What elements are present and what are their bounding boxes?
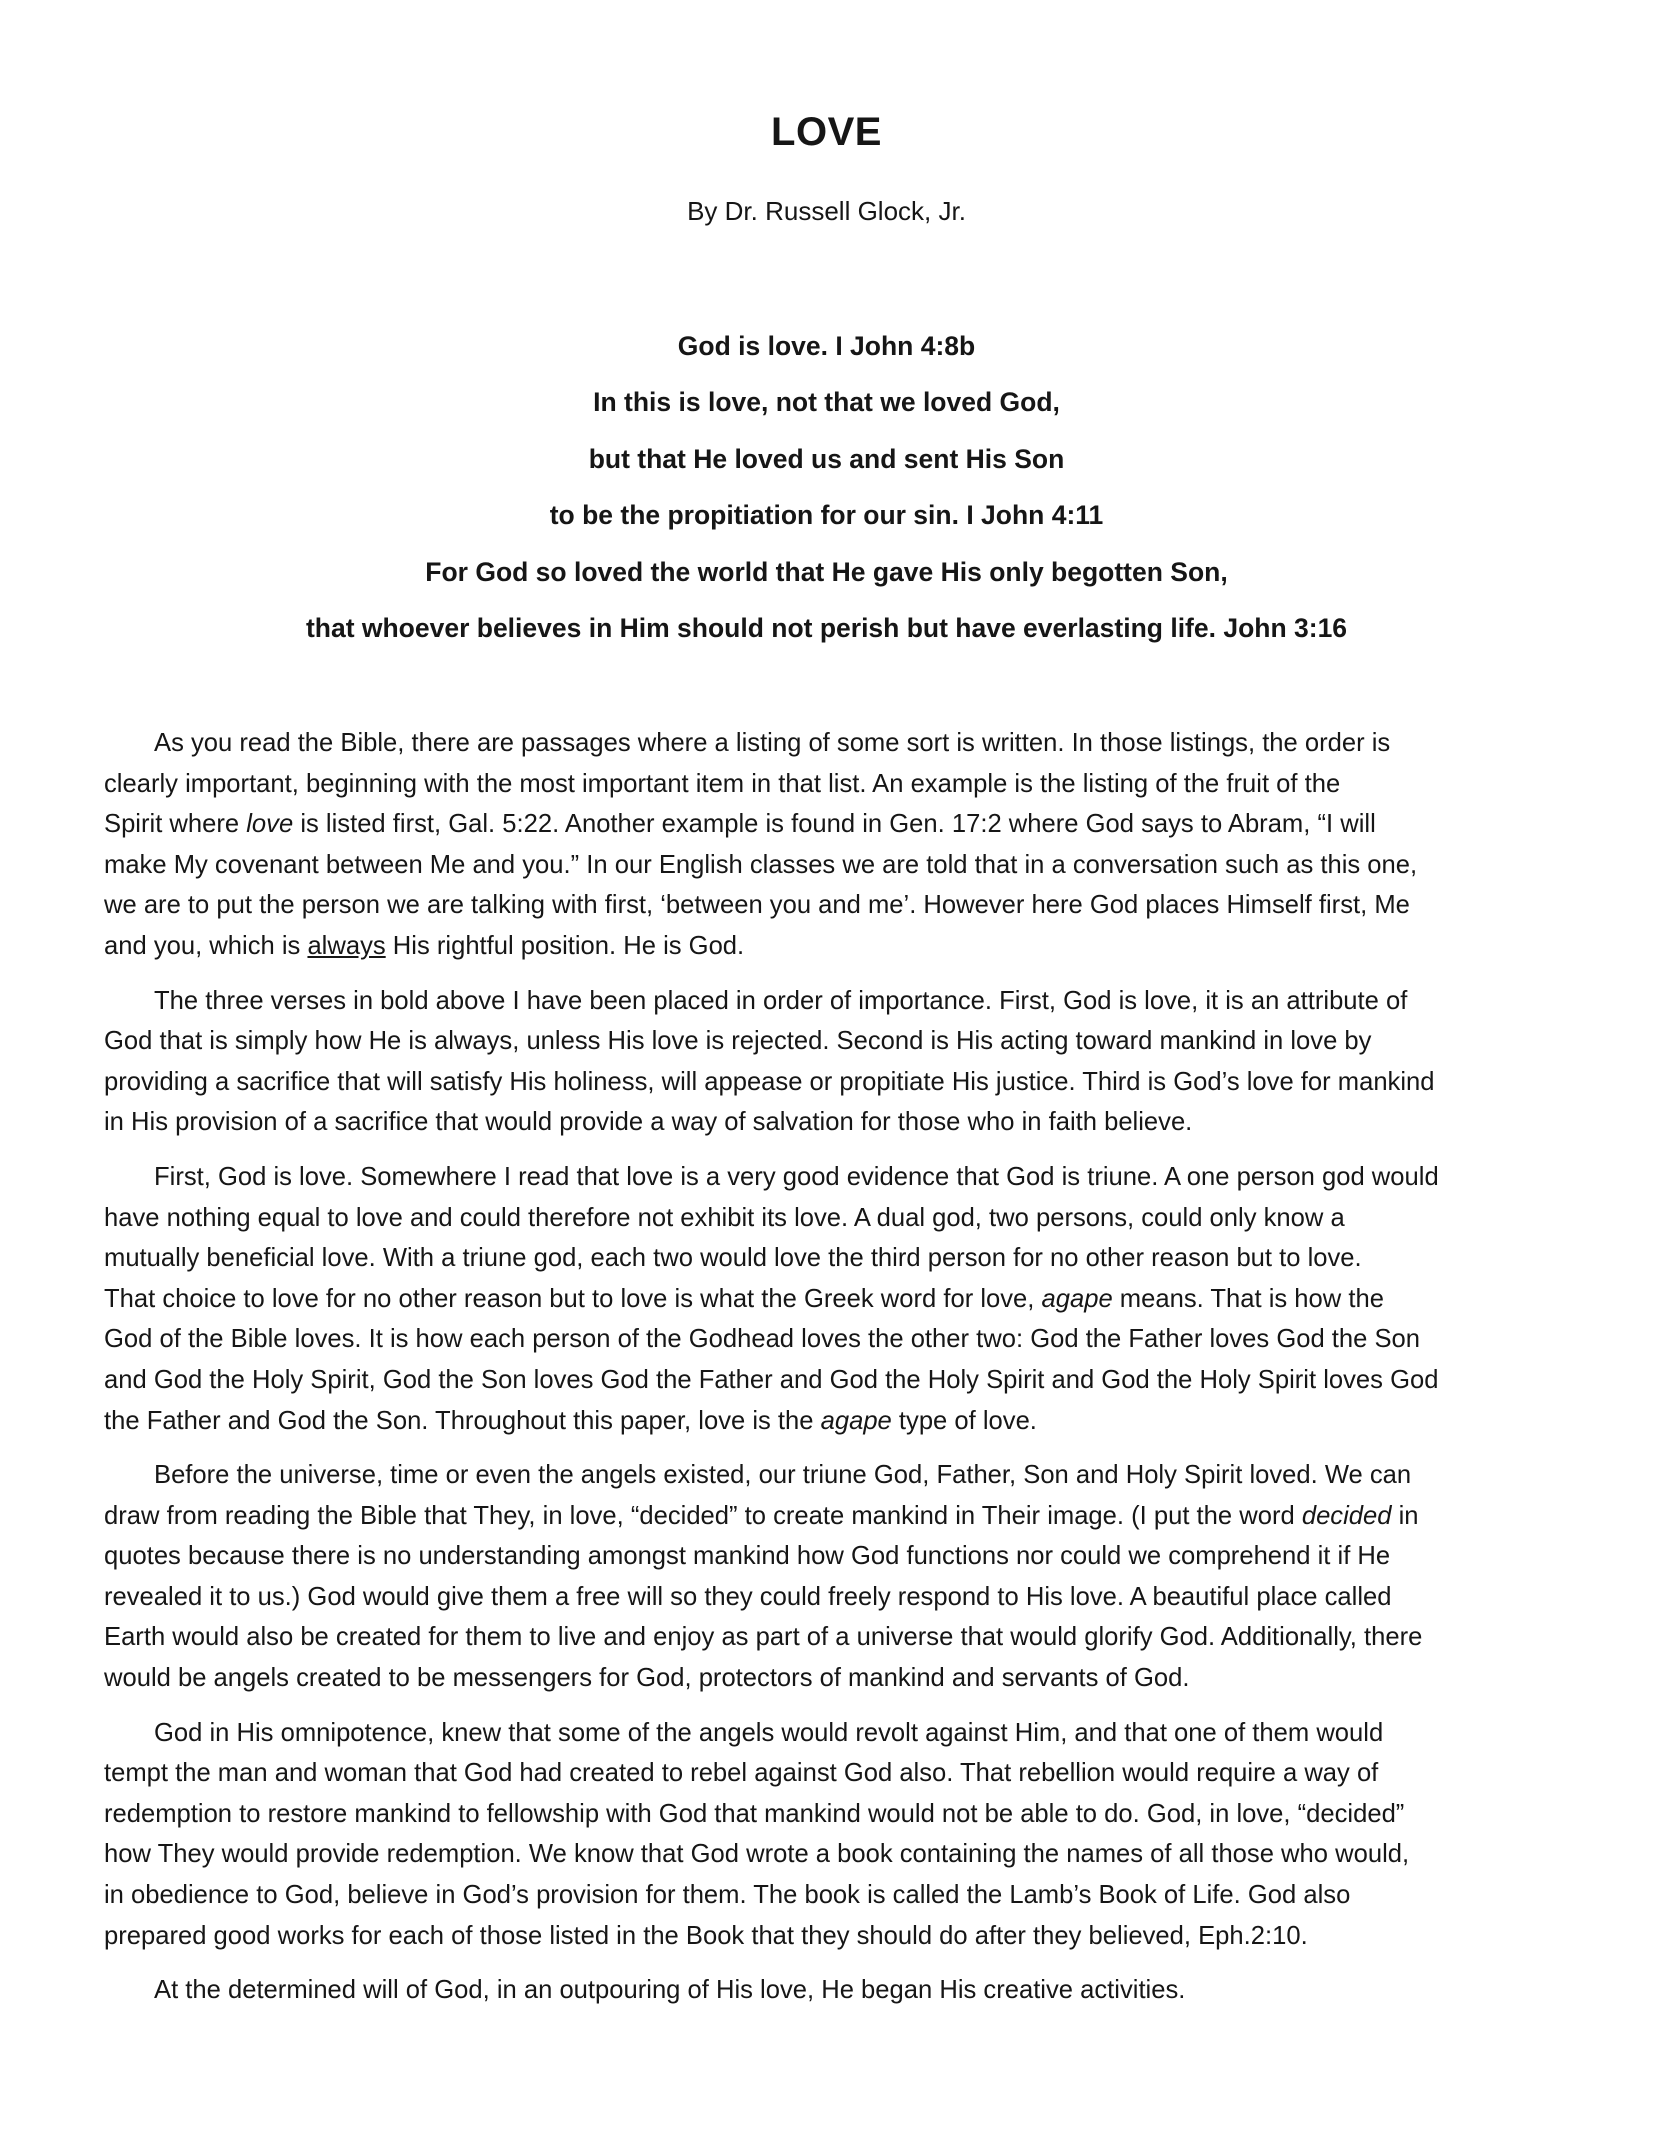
text-line: and God the Holy Spirit, God the Son loves God the Father and God the Holy Spirit and God the Holy Spirit loves God	[104, 1365, 1439, 1394]
text-run: and you, which is	[104, 931, 308, 960]
text-line	[104, 804, 1564, 845]
text-line: make My covenant between Me and you.” In our English classes we are told that in a conversation such as this one,	[104, 850, 1418, 879]
document-title: LOVE	[771, 110, 882, 154]
text-line	[104, 1401, 1564, 1442]
verse-line: that whoever believes in Him should not perish but have everlasting life. John 3:16	[305, 613, 1348, 644]
text-run: type of love.	[891, 1406, 1037, 1435]
text-line: quotes because there is no understanding amongst mankind how God functions nor could we comprehend it if He	[104, 1542, 1391, 1571]
text-run: the Father and God the Son. Throughout this paper, love is the	[104, 1406, 821, 1435]
text-line: mutually beneficial love. With a triune god, each two would love the third person for no other reason but to love.	[104, 1244, 1362, 1273]
verse-line: For God so loved the world that He gave His only begotten Son,	[425, 556, 1228, 587]
text-run: Spirit where	[104, 810, 247, 839]
text-line: tempt the man and woman that God had created to rebel against God also. That rebellion would require a way of	[104, 1759, 1379, 1788]
text-line: prepared good works for each of those listed in the Book that they should do after they believed, Eph.2:10.	[104, 1921, 1308, 1950]
text-run: means. That is how the	[1112, 1284, 1384, 1313]
scripture-verses	[0, 318, 1653, 656]
paragraph	[104, 1970, 1564, 2011]
text-line	[104, 1496, 1564, 1537]
text-line	[104, 1279, 1564, 1320]
text-line: The three verses in bold above I have been placed in order of importance. First, God is love, it is an attribute of	[154, 986, 1408, 1015]
emphasized-word: agape	[1041, 1284, 1113, 1313]
paragraph	[104, 981, 1564, 1143]
text-line: God of the Bible loves. It is how each person of the Godhead loves the other two: God the Father loves God the Son	[104, 1325, 1421, 1354]
verse-line: to be the propitiation for our sin. I John 4:11	[549, 500, 1104, 531]
text-line: At the determined will of God, in an outpouring of His love, He began His creative activities.	[154, 1976, 1186, 2005]
text-line: how They would provide redemption. We know that God wrote a book containing the names of all those who would,	[104, 1840, 1410, 1869]
verse-line: but that He loved us and sent His Son	[588, 443, 1065, 474]
paragraph	[104, 723, 1564, 967]
text-line: God in His omnipotence, knew that some of the angels would revolt against Him, and that one of them would	[154, 1718, 1384, 1747]
text-line: redemption to restore mankind to fellowship with God that mankind would not be able to do. God, in love, “decided”	[104, 1799, 1405, 1828]
text-line: First, God is love. Somewhere I read that love is a very good evidence that God is triune. A one person god would	[154, 1162, 1439, 1191]
paragraph	[104, 1157, 1564, 1441]
verse-line: In this is love, not that we loved God,	[593, 387, 1060, 418]
underlined-word: always	[307, 931, 386, 960]
verse-line: God is love. I John 4:8b	[677, 331, 976, 361]
text-line: we are to put the person we are talking with first, ‘between you and me’. However here God places Himself first, Me	[104, 891, 1410, 920]
text-line: providing a sacrifice that will satisfy His holiness, will appease or propitiate His justice. Third is God’s love for mankind	[104, 1067, 1435, 1096]
text-line: would be angels created to be messengers for God, protectors of mankind and servants of God.	[104, 1664, 1190, 1693]
text-line: Earth would also be created for them to live and enjoy as part of a universe that would glorify God. Additionally, there	[104, 1623, 1423, 1652]
text-run: That choice to love for no other reason but to love is what the Greek word for love,	[104, 1284, 1042, 1313]
text-line: As you read the Bible, there are passages where a listing of some sort is written. In those listings, the order is	[154, 729, 1391, 757]
emphasized-word: decided	[1301, 1501, 1392, 1530]
author-byline: By Dr. Russell Glock, Jr.	[687, 196, 966, 226]
emphasized-word: love	[246, 810, 294, 839]
paragraph	[104, 1713, 1564, 1957]
document-body	[104, 723, 1564, 2025]
text-line: clearly important, beginning with the most important item in that list. An example is the listing of the fruit of the	[104, 769, 1341, 798]
text-line: Before the universe, time or even the angels existed, our triune God, Father, Son and Holy Spirit loved. We can	[154, 1461, 1412, 1490]
text-run: draw from reading the Bible that They, in love, “decided” to create mankind in Their image. (I put the word	[104, 1501, 1302, 1530]
text-run: is listed first, Gal. 5:22. Another example is found in Gen. 17:2 where God says to Abram, “I will	[293, 810, 1376, 839]
text-line: have nothing equal to love and could therefore not exhibit its love. A dual god, two persons, could only know a	[104, 1203, 1345, 1232]
emphasized-word: agape	[820, 1406, 892, 1435]
text-line: revealed it to us.) God would give them a free will so they could freely respond to His love. A beautiful place called	[104, 1582, 1392, 1611]
text-line: in obedience to God, believe in God’s provision for them. The book is called the Lamb’s Book of Life. God also	[104, 1881, 1351, 1910]
text-line: in His provision of a sacrifice that would provide a way of salvation for those who in faith believe.	[104, 1108, 1193, 1137]
text-run: His rightful position. He is God.	[385, 931, 745, 960]
text-line	[104, 926, 1564, 967]
paragraph	[104, 1455, 1564, 1699]
text-run: in	[1391, 1501, 1419, 1530]
text-line: God that is simply how He is always, unless His love is rejected. Second is His acting toward mankind in love by	[104, 1027, 1372, 1056]
